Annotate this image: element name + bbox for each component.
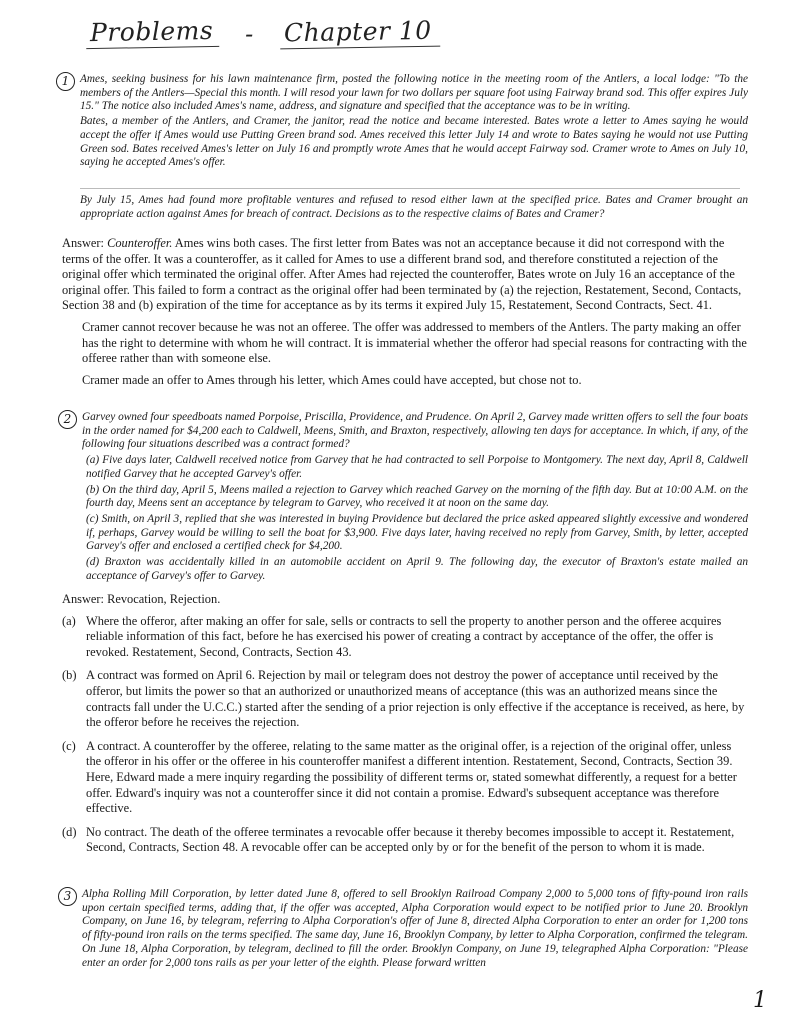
problem-1-facts-3 [80, 194, 748, 221]
problem-2-answer-label [62, 592, 748, 608]
divider [80, 188, 740, 189]
problem-1-circle: 1 [56, 72, 75, 91]
problem-2-facts [82, 411, 748, 583]
answer-b-marker: (b) [62, 668, 77, 683]
answer-lead: Counteroffer. [107, 236, 173, 250]
problem-2-answer-a [62, 614, 748, 661]
problem-2-answer [62, 592, 748, 856]
problem-2-facts-p1: Garvey owned four speedboats named Porpoise, Priscilla, Providence, and Prudence. On April 2, Garvey made written offers to sell the four boats in the order named for $4,200 each to Caldwell, Meens, Smith, and Braxton, respectively, allowing ten days for acceptance. In which, if any, of the following four situations described was a contract formed? [82, 411, 748, 451]
problem-1-facts-p2: Bates, a member of the Antlers, and Cramer, the janitor, read the notice and became interested. Bates wrote a letter to Ames saying he would accept the offer if Ames would use Putting Green brand sod. Ames received this letter July 14 and wrote to Bates saying he would not use Putting Green sod. Bates received Ames's letter on July 16 and promptly wrote Ames that he would accept Fairway sod. Cramer wrote to Ames on July 10, saying he accepted Ames's offer. [80, 115, 748, 169]
problem-1-answer [62, 236, 748, 388]
problem-1-answer-p1 [62, 236, 748, 314]
problem-2-facts-b: (b) On the third day, April 5, Meens mailed a rejection to Garvey which reached Garvey on the morning of the fifth day. But at 10:00 A.M. on the fourth day, Meens sent an acceptance by telegram to Garvey, who received it at noon on the same day. [86, 483, 748, 510]
problem-3-circle: 3 [58, 887, 77, 906]
answer-d-text: No contract. The death of the offeree terminates a revocable offer because it thereby becomes impossible to accept it. Restatement, Second, Contracts, Section 48. A revocable offer can be accepted only by or for the benefit of the person to whom it is made. [86, 824, 735, 855]
answer-label: Answer: [62, 592, 104, 606]
answer-c-text: A contract. A counteroffer by the offeree, relating to the same matter as the original offer, is a rejection of the original offer, unless the offeror in his offer or the offeree in his counteroffer manifest a different intention. Restatement, Second, Contracts, Section 39. Here, Edward made a mere inquiry regarding the possibility of different terms or, stated somewhat differently, a request for a better offer. Edward's inquiry was not a counteroffer since it did not contain a promise. Edward's subsequent acceptance was therefore effective. [86, 738, 737, 816]
problem-2-circle: 2 [58, 410, 77, 429]
answer-a-text: Where the offeror, after making an offer for sale, sells or contracts to sell the property to another person and the offeree acquires reliable information of this fact, before he has exercised his power of creating a contract by acceptance of the offer, the offer is revoked. Restatement, Second, Contracts, Section 43. [86, 613, 722, 659]
problem-1-answer-p3: Cramer made an offer to Ames through his letter, which Ames could have accepted, but chose not to. [82, 372, 582, 387]
problem-2-facts-a: (a) Five days later, Caldwell received notice from Garvey that he had contracted to sell Porpoise to Montgomery. The next day, April 8, Caldwell notified Garvey that he accepted Garvey's offer. [86, 454, 748, 480]
heading-problems: Problems [86, 16, 220, 49]
heading-dash: - [245, 20, 254, 48]
answer-a-marker: (a) [62, 613, 76, 628]
answer-d-marker: (d) [62, 824, 77, 839]
problem-2-facts-d: (d) Braxton was accidentally killed in an automobile accident on April 9. The following day, the executor of Braxton's estate mailed an acceptance of Garvey's offer to Garvey. [86, 556, 748, 582]
handwritten-heading [86, 8, 439, 48]
problem-2-answer-b [62, 668, 748, 730]
problem-3-facts [82, 888, 748, 970]
problem-1-facts-p1: Ames, seeking business for his lawn maintenance firm, posted the following notice in the meeting room of the Antlers, a local lodge: "To the members of the Antlers—Special this month. I will resod your lawn for two dollars per square foot using Fairway brand sod. This offer expires July 15." The notice also included Ames's name, address, and signature and specified that the acceptance was to be in writing. [80, 73, 748, 113]
answer-c-marker: (c) [62, 738, 76, 753]
problem-1-facts [80, 73, 748, 170]
problem-2-answer-d [62, 825, 748, 856]
answer-b-text: A contract was formed on April 6. Rejection by mail or telegram does not destroy the power of acceptance until received by the offeror, but limits the power so that an authorized or unauthorized means of acceptance (this was an authorized means since the contracts fall under the U.C.C.) started after the sending of a prior rejection is only effective if the acceptance is received, as here, by the offeror before he receives the rejection. [86, 668, 745, 730]
heading-chapter: Chapter 10 [280, 16, 440, 50]
problem-2-facts-c: (c) Smith, on April 3, replied that she was interested in buying Providence but declared the price asked appeared slightly excessive and wondered if, perhaps, Garvey would be willing to sell the boat for $3,900. Five days later, having received no reply from Garvey, Smith, by letter, accepted Garvey's offer and enclosed a certified check for $4,200. [86, 512, 748, 553]
answer-label: Answer: [62, 236, 104, 250]
problem-1-facts-p3: By July 15, Ames had found more profitable ventures and refused to resod either lawn at the specified price. Bates and Cramer brought an appropriate action against Ames for breach of contract. Decisions as to the respective claims of Bates and Cramer? [80, 194, 748, 220]
answer-lead: Revocation, Rejection. [107, 592, 221, 606]
page-number: 1 [753, 988, 767, 1013]
problem-3-facts-p1: Alpha Rolling Mill Corporation, by letter dated June 8, offered to sell Brooklyn Railroad Company 2,000 to 5,000 tons of fifty-pound iron rails upon certain specified terms, adding that, if the offer was accepted, Alpha Corporation would expect to be notified prior to June 20. Brooklyn Company, on June 16, by telegram, referring to Alpha Corporation's offer of June 8, directed Alpha Corporation to enter an order for 1,200 tons of fifty-pound iron rails on the terms specified. The same day, June 16, Brooklyn Company, by letter to Alpha Corporation, confirmed the telegram. On June 18, Alpha Corporation, by telegram, declined to fill the order. Brooklyn Company, on June 19, telegraphed Alpha Corporation: "Please enter an order for 2,000 tons rails as per your letter of the eighth. Please forward written [82, 888, 748, 969]
problem-1-answer-p2: Cramer cannot recover because he was not an offeree. The offer was addressed to members of the Antlers. The party making an offer has the right to determine with whom he will contract. It is immaterial whether the offeror had special reasons for contracting with the offeree rather than with someone else. [82, 319, 747, 366]
answer-text: Ames wins both cases. The first letter from Bates was not an acceptance because it did not correspond with the terms of the offer. It was a counteroffer, as it called for Ames to use a different brand sod, and therefore constituted a rejection of the original offer which terminated the original offer. After Ames had rejected the counteroffer, Bates wrote on July 16 an acceptance of the original offer. This failed to form a contract as the original offer had been terminated by (a) the rejection, Restatement, Second, Contacts, Section 38 and (b) expiration of the time for acceptance as by its terms it expired July 15, Restatement, Second Contracts, Sect. 41. [62, 236, 742, 313]
problem-2-answer-c [62, 739, 748, 817]
